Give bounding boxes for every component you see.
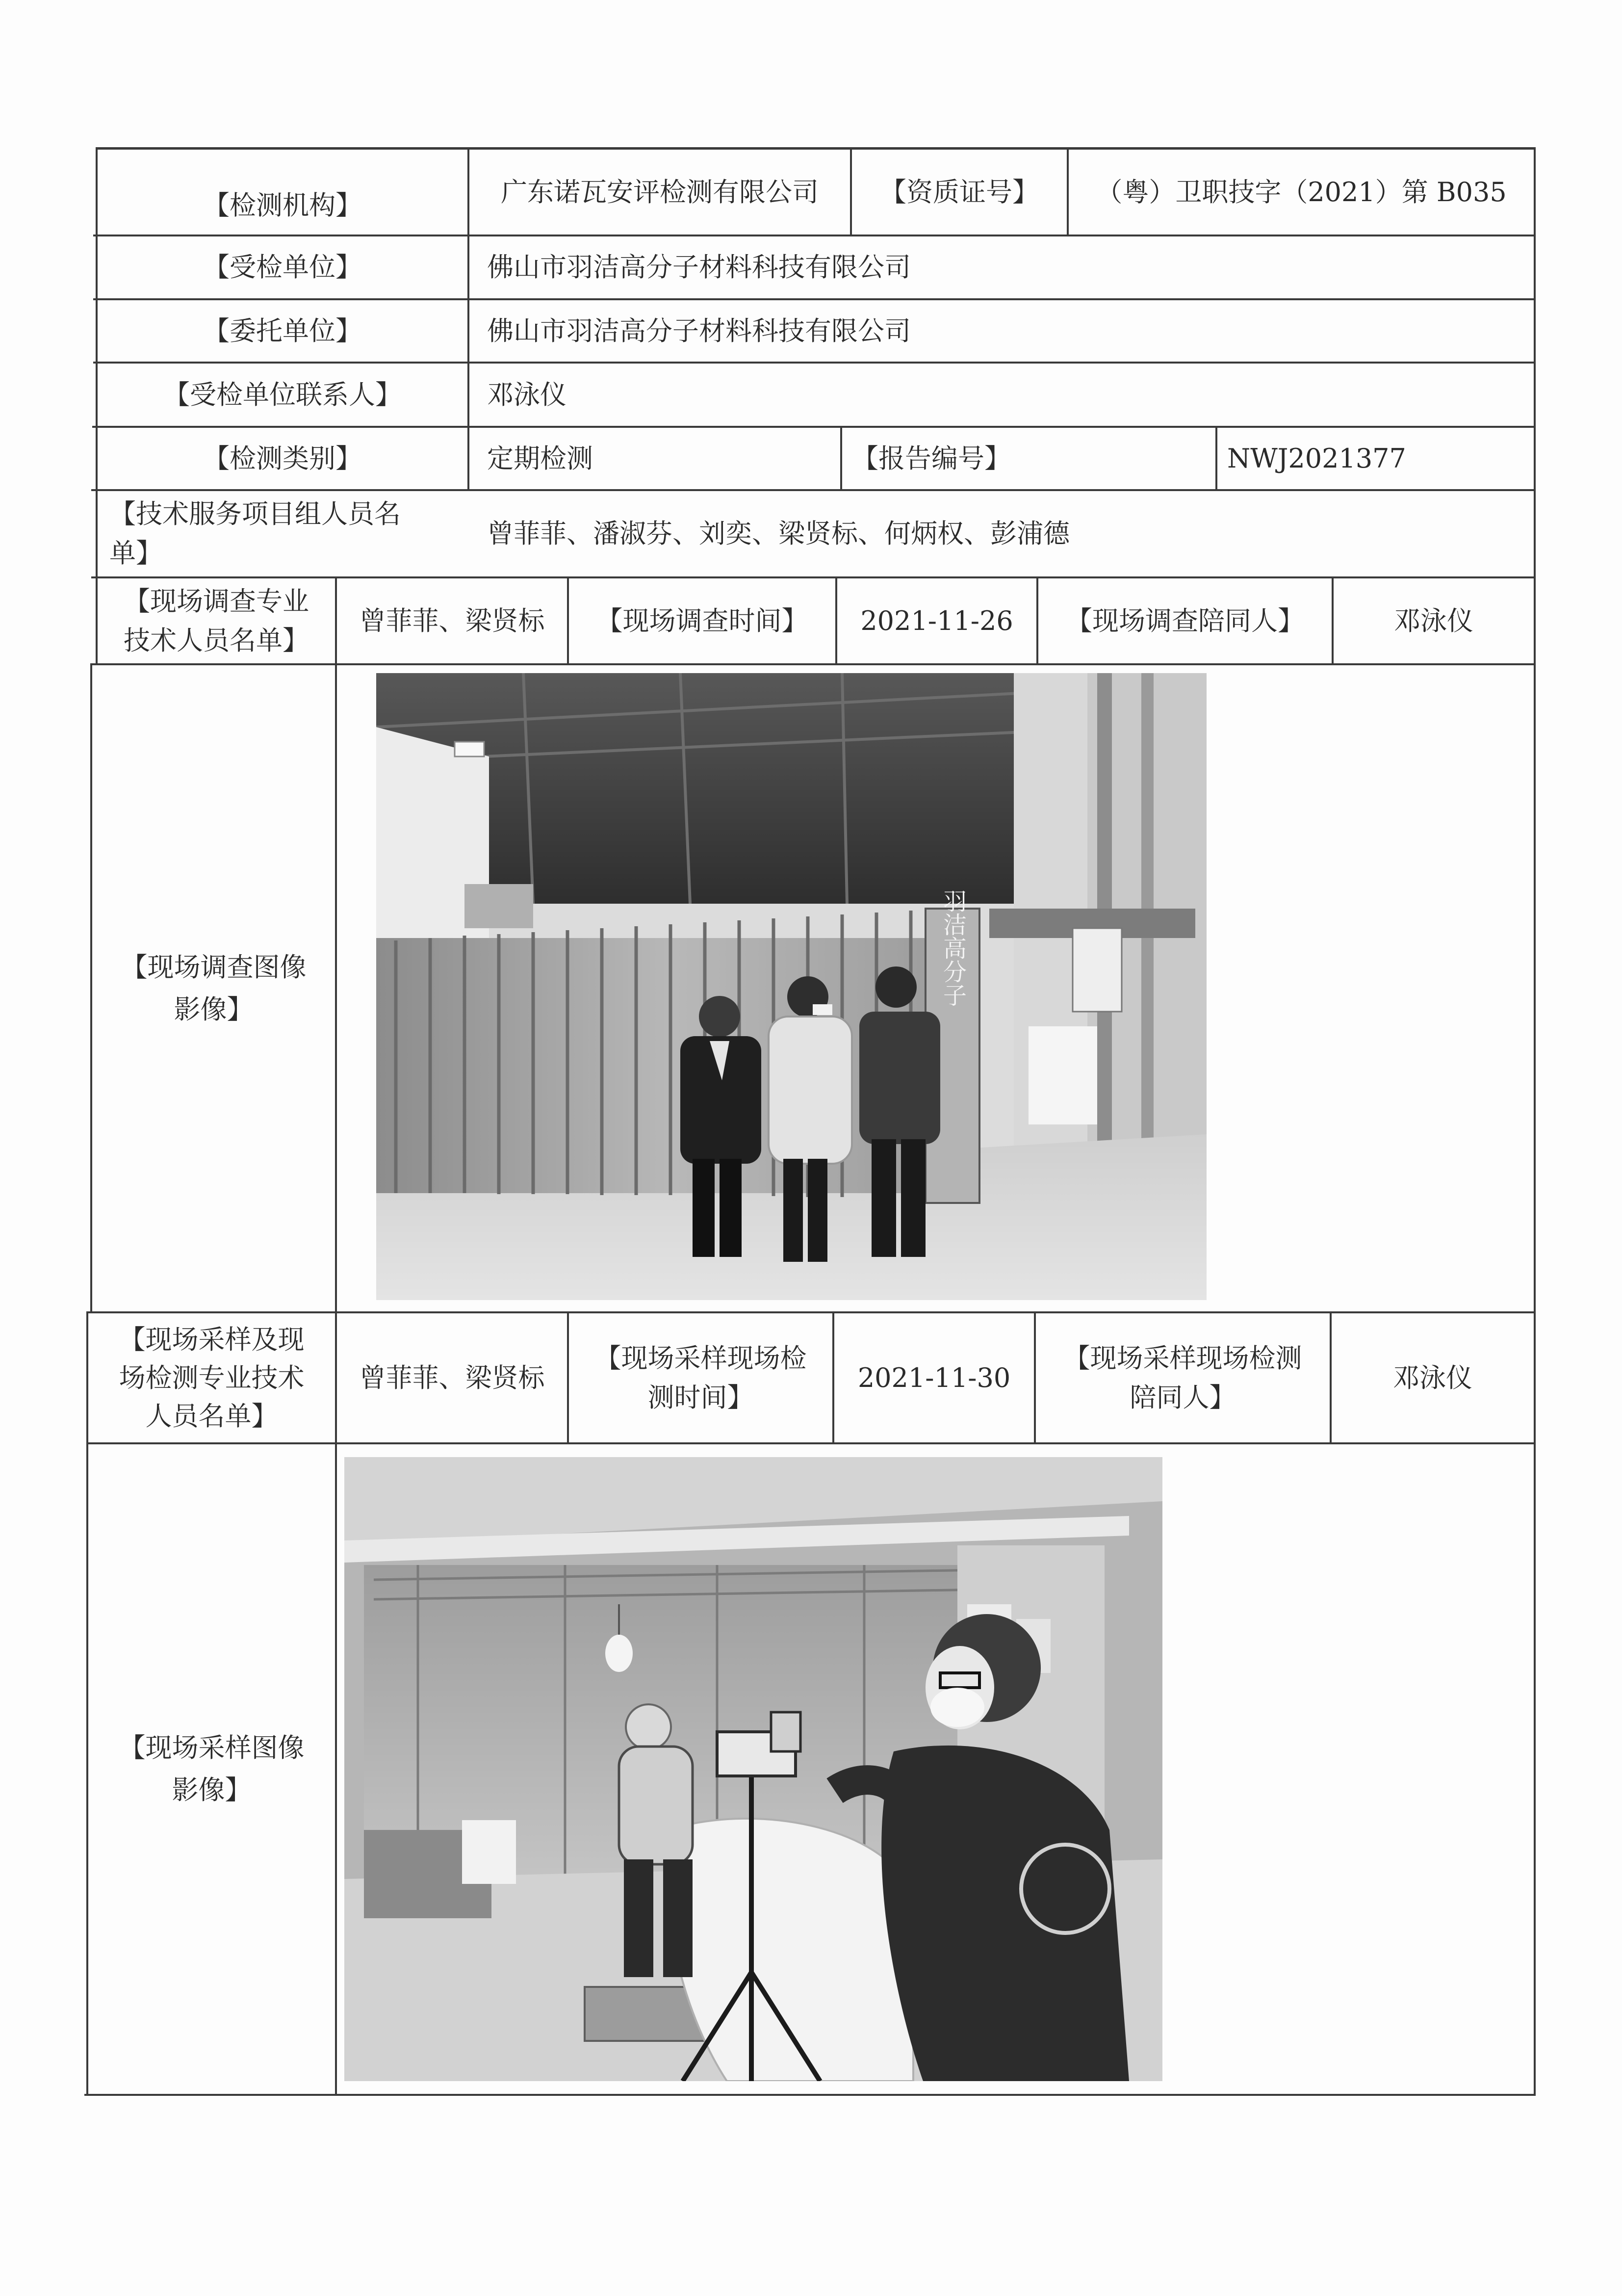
survey-escort-label: 【现场调查陪同人】 xyxy=(1066,605,1304,636)
gate-sign-text: 羽洁高分子 xyxy=(939,889,966,1007)
survey-time-value: 2021-11-26 xyxy=(860,605,1013,636)
org-label: 【检测机构】 xyxy=(203,190,362,221)
report-label: 【报告编号】 xyxy=(852,443,1011,474)
inspected-label: 【受检单位】 xyxy=(203,252,362,283)
sampling-staff-label: 【现场采样及现 场检测专业技术 人员名单】 xyxy=(119,1324,305,1432)
client-label: 【委托单位】 xyxy=(203,315,362,346)
cert-label: 【资质证号】 xyxy=(880,176,1039,208)
sampling-image-label: 【现场采样图像 影像】 xyxy=(119,1732,305,1805)
team-value: 曾菲菲、潘淑芬、刘奕、梁贤标、何炳权、彭浦德 xyxy=(487,518,1070,549)
category-value: 定期检测 xyxy=(487,443,593,474)
table-rule xyxy=(84,2094,1535,2096)
site-survey-photo-drawing xyxy=(376,673,1207,1300)
survey-staff-label: 【现场调查专业 技术人员名单】 xyxy=(124,585,309,656)
sampling-escort-value: 邓泳仪 xyxy=(1393,1362,1472,1393)
table-rule xyxy=(1534,147,1536,2096)
sampling-time-label: 【现场采样现场检 测时间】 xyxy=(594,1342,807,1413)
team-label: 【技术服务项目组人员名 单】 xyxy=(109,498,401,569)
contact-label: 【受检单位联系人】 xyxy=(163,379,402,410)
survey-escort-value: 邓泳仪 xyxy=(1394,605,1473,636)
site-sampling-photo-drawing xyxy=(344,1457,1162,2081)
site-sampling-photo xyxy=(344,1457,1162,2081)
survey-image-label: 【现场调查图像 影像】 xyxy=(121,951,307,1025)
sampling-time-value: 2021-11-30 xyxy=(857,1362,1011,1393)
client-value: 佛山市羽洁高分子材料科技有限公司 xyxy=(487,315,911,346)
inspected-value: 佛山市羽洁高分子材料科技有限公司 xyxy=(487,252,911,283)
org-value: 广东诺瓦安评检测有限公司 xyxy=(501,176,819,208)
sampling-staff-value: 曾菲菲、梁贤标 xyxy=(359,1362,545,1393)
site-survey-photo xyxy=(376,673,1207,1300)
survey-staff-value: 曾菲菲、梁贤标 xyxy=(359,605,545,636)
sampling-escort-label: 【现场采样现场检测 陪同人】 xyxy=(1063,1342,1302,1413)
survey-time-label: 【现场调查时间】 xyxy=(596,605,808,636)
report-value: NWJ2021377 xyxy=(1227,443,1406,474)
contact-value: 邓泳仪 xyxy=(487,379,566,410)
category-label: 【检测类别】 xyxy=(203,443,362,474)
cert-value: （粤）卫职技字（2021）第 B035 xyxy=(1096,176,1507,208)
